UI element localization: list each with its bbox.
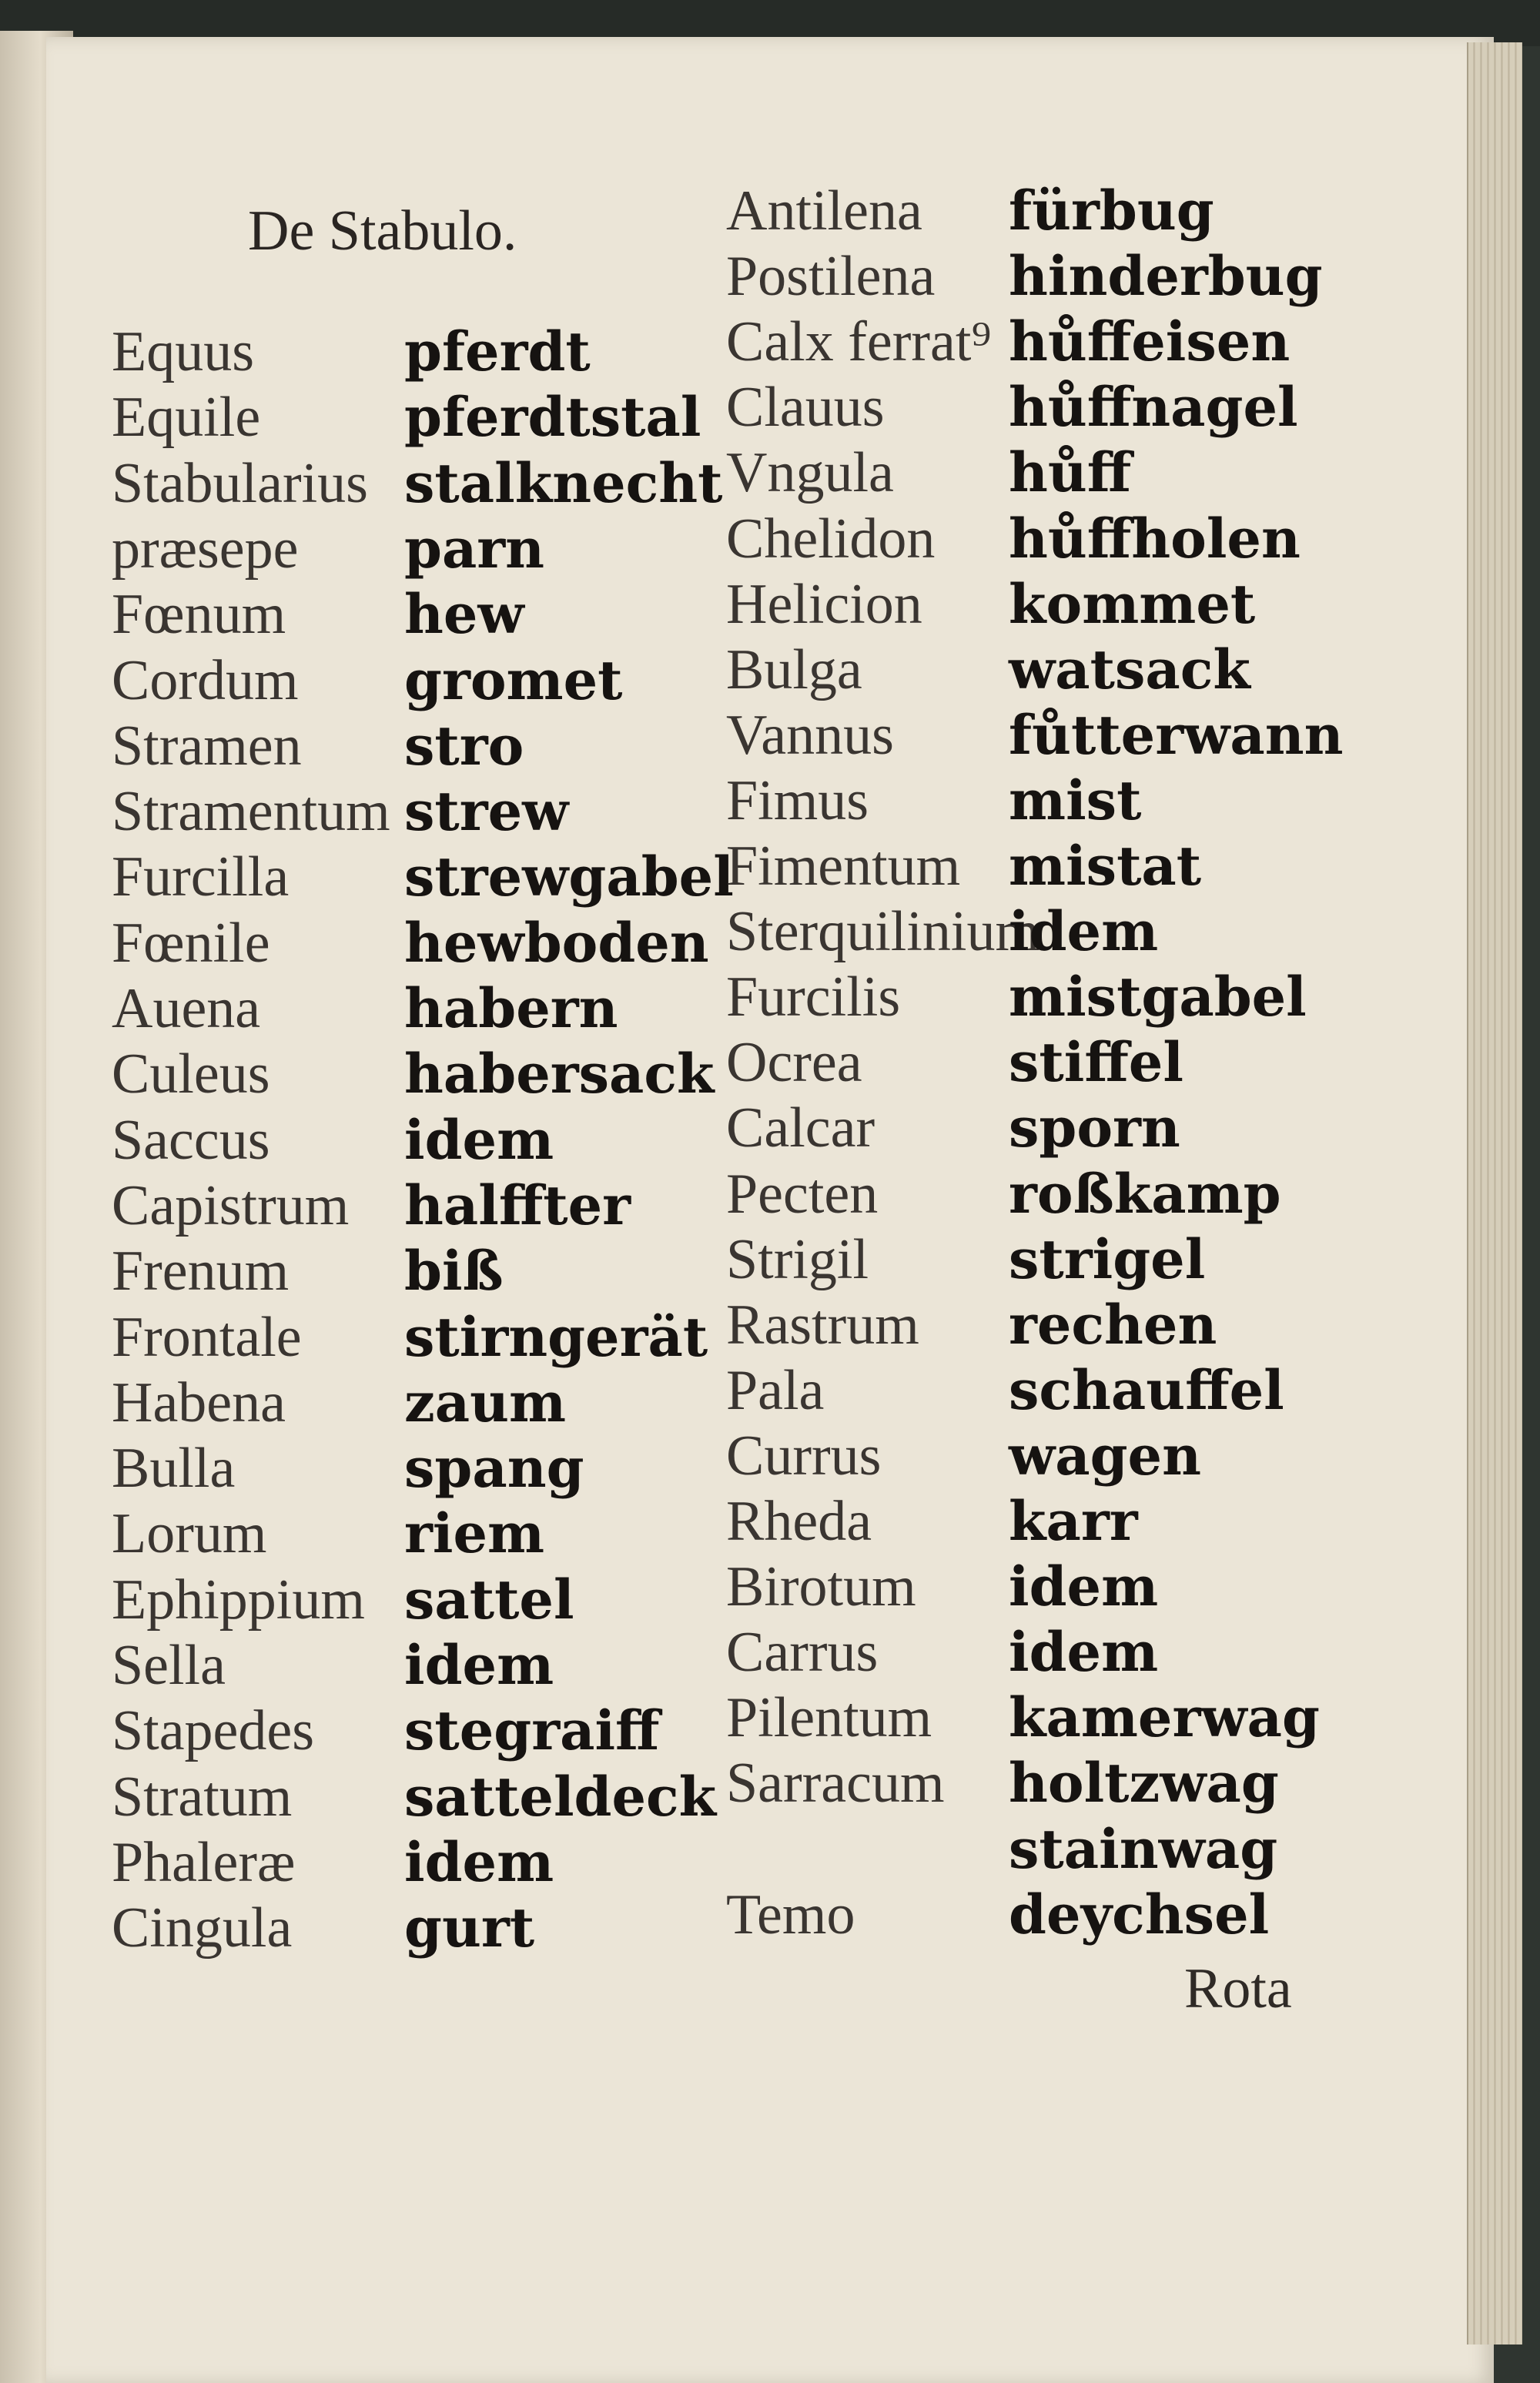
german-term: idem — [1009, 899, 1159, 964]
vocabulary-row — [0, 965, 1463, 1029]
german-term: hůff — [1009, 440, 1132, 505]
german-term: karr — [1009, 1489, 1138, 1553]
vocabulary-row — [0, 1424, 1463, 1488]
german-term: habern — [404, 976, 618, 1040]
latin-term: Bulla — [112, 1437, 236, 1501]
german-term: strew — [404, 779, 569, 844]
latin-term: Temo — [726, 1883, 855, 1946]
section-heading: De Stabulo. — [248, 199, 517, 263]
vocabulary-row — [0, 834, 1463, 899]
latin-term: Sella — [112, 1634, 226, 1697]
vocabulary-row — [0, 310, 1463, 374]
latin-term: Phaleræ — [112, 1830, 296, 1894]
vocabulary-row — [0, 1555, 1463, 1619]
vocabulary-row — [0, 768, 1463, 833]
latin-term: Vngula — [726, 441, 894, 505]
latin-term: Calx ferrat⁹ — [726, 310, 992, 374]
german-term: kommet — [1009, 571, 1256, 636]
latin-term: Furcilla — [112, 845, 290, 909]
german-term: hew — [404, 582, 524, 647]
vocabulary-row — [0, 1293, 1463, 1357]
german-term: schauffel — [1009, 1357, 1284, 1422]
vocabulary-row — [0, 1883, 1463, 1947]
latin-term: Fimus — [726, 768, 869, 832]
latin-term: Culeus — [112, 1043, 270, 1106]
latin-term: Furcilis — [726, 966, 901, 1029]
german-term: mistat — [1009, 834, 1202, 898]
german-term: satteldeck — [404, 1764, 717, 1829]
german-term: hůffholen — [1009, 506, 1301, 571]
vocabulary-row — [0, 1489, 1463, 1554]
latin-term: Frontale — [112, 1305, 302, 1369]
german-term: mist — [1009, 768, 1142, 832]
german-term: kamerwag — [1009, 1685, 1320, 1750]
latin-term: Stabularius — [112, 451, 368, 515]
latin-term: Auena — [112, 977, 261, 1040]
latin-term: Sarracum — [726, 1752, 945, 1816]
latin-term: Stramentum — [112, 780, 390, 844]
latin-term: Ephippium — [112, 1568, 365, 1632]
page-stack-edge — [1467, 42, 1522, 2345]
latin-term: Rheda — [726, 1490, 872, 1553]
latin-term: Fœnum — [112, 583, 286, 647]
german-term: biß — [404, 1239, 504, 1304]
german-term: holtzwag — [1009, 1751, 1279, 1816]
latin-term: Birotum — [726, 1555, 916, 1619]
vocabulary-row — [0, 1685, 1463, 1750]
german-term: stiffel — [1009, 1030, 1183, 1095]
german-term: wagen — [1009, 1423, 1201, 1488]
vocabulary-row — [0, 638, 1463, 702]
latin-term: Rastrum — [726, 1293, 919, 1357]
latin-term: Postilena — [726, 245, 936, 309]
latin-term: Antilena — [726, 179, 922, 243]
latin-term: Helicion — [726, 572, 922, 636]
latin-term: Vannus — [726, 703, 894, 767]
german-term: stalknecht — [404, 450, 723, 515]
german-term: strewgabel — [404, 845, 734, 909]
latin-term: Stratum — [112, 1765, 293, 1829]
vocabulary-row — [0, 1620, 1463, 1685]
latin-term: Bulga — [726, 638, 862, 701]
latin-term: Frenum — [112, 1240, 290, 1304]
vocabulary-row — [0, 1751, 1463, 1816]
german-term: idem — [404, 1633, 554, 1697]
vocabulary-row — [0, 1817, 1463, 1882]
latin-term: Lorum — [112, 1502, 267, 1566]
german-term: stainwag — [1009, 1816, 1278, 1881]
vocabulary-row — [0, 179, 1463, 243]
latin-term: Currus — [726, 1424, 882, 1488]
latin-term: Cordum — [112, 648, 299, 712]
german-term: parn — [404, 516, 545, 581]
vocabulary-row — [0, 507, 1463, 571]
vocabulary-row — [0, 1162, 1463, 1227]
german-term: stirngerät — [404, 1304, 708, 1369]
german-term: idem — [1009, 1620, 1159, 1685]
vocabulary-row — [0, 1096, 1463, 1160]
vocabulary-row — [0, 375, 1463, 440]
german-term: rechen — [1009, 1292, 1217, 1357]
german-term: zaum — [404, 1370, 567, 1434]
latin-term: Sterquilinium — [726, 900, 1040, 964]
latin-term: Habena — [112, 1371, 286, 1434]
vocabulary-row — [0, 244, 1463, 309]
latin-term: Capistrum — [112, 1173, 350, 1237]
german-term: sattel — [404, 1567, 574, 1632]
german-term: fürbug — [1009, 179, 1214, 243]
latin-term: præsepe — [112, 517, 299, 581]
vocabulary-row — [0, 1358, 1463, 1423]
vocabulary-row — [0, 440, 1463, 505]
german-term: halffter — [404, 1173, 631, 1237]
german-term: gromet — [404, 648, 623, 712]
latin-term: Calcar — [726, 1096, 875, 1160]
german-term: deychsel — [1009, 1882, 1270, 1946]
latin-term: Equus — [112, 320, 254, 383]
german-term: idem — [404, 1829, 554, 1894]
latin-term: Fœnile — [112, 911, 270, 975]
german-term: hinderbug — [1009, 244, 1323, 309]
vocabulary-row — [0, 1227, 1463, 1292]
latin-term: Stapedes — [112, 1699, 315, 1763]
german-term: riem — [404, 1501, 545, 1566]
vocabulary-row — [0, 572, 1463, 637]
vocabulary-row — [0, 703, 1463, 768]
latin-term: Pilentum — [726, 1686, 932, 1750]
german-term: pferdtstal — [404, 385, 701, 450]
german-term: strigel — [1009, 1227, 1206, 1291]
german-term: pferdt — [404, 320, 591, 383]
german-term: sporn — [1009, 1096, 1180, 1160]
latin-term: Ocrea — [726, 1031, 862, 1095]
latin-term: Strigil — [726, 1227, 869, 1291]
german-term: spang — [404, 1436, 584, 1501]
german-term: idem — [404, 1107, 554, 1172]
latin-term: Stramen — [112, 714, 302, 778]
german-term: idem — [1009, 1555, 1159, 1619]
latin-term: Carrus — [726, 1621, 879, 1685]
german-term: roßkamp — [1009, 1161, 1281, 1226]
latin-term: Pecten — [726, 1162, 879, 1226]
latin-term: Equile — [112, 386, 261, 450]
german-term: mistgabel — [1009, 965, 1307, 1029]
german-term: stro — [404, 713, 524, 778]
german-term: habersack — [404, 1042, 715, 1106]
catchword: Rota — [1184, 1957, 1292, 2020]
german-term: hůffnagel — [1009, 375, 1298, 440]
latin-term: Cingula — [112, 1896, 293, 1960]
latin-term: Saccus — [112, 1108, 270, 1172]
german-term: stegraiff — [404, 1699, 660, 1763]
german-term: watsack — [1009, 637, 1250, 701]
latin-term: Pala — [726, 1358, 825, 1422]
german-term: hůffeisen — [1009, 310, 1291, 374]
german-term: hewboden — [404, 910, 709, 975]
latin-term: Fimentum — [726, 835, 961, 898]
latin-term: Clauus — [726, 376, 885, 440]
german-term: fůtterwann — [1009, 702, 1344, 767]
vocabulary-row — [0, 899, 1463, 964]
latin-term: Chelidon — [726, 507, 936, 571]
german-term: gurt — [404, 1896, 535, 1960]
vocabulary-row — [0, 1030, 1463, 1095]
